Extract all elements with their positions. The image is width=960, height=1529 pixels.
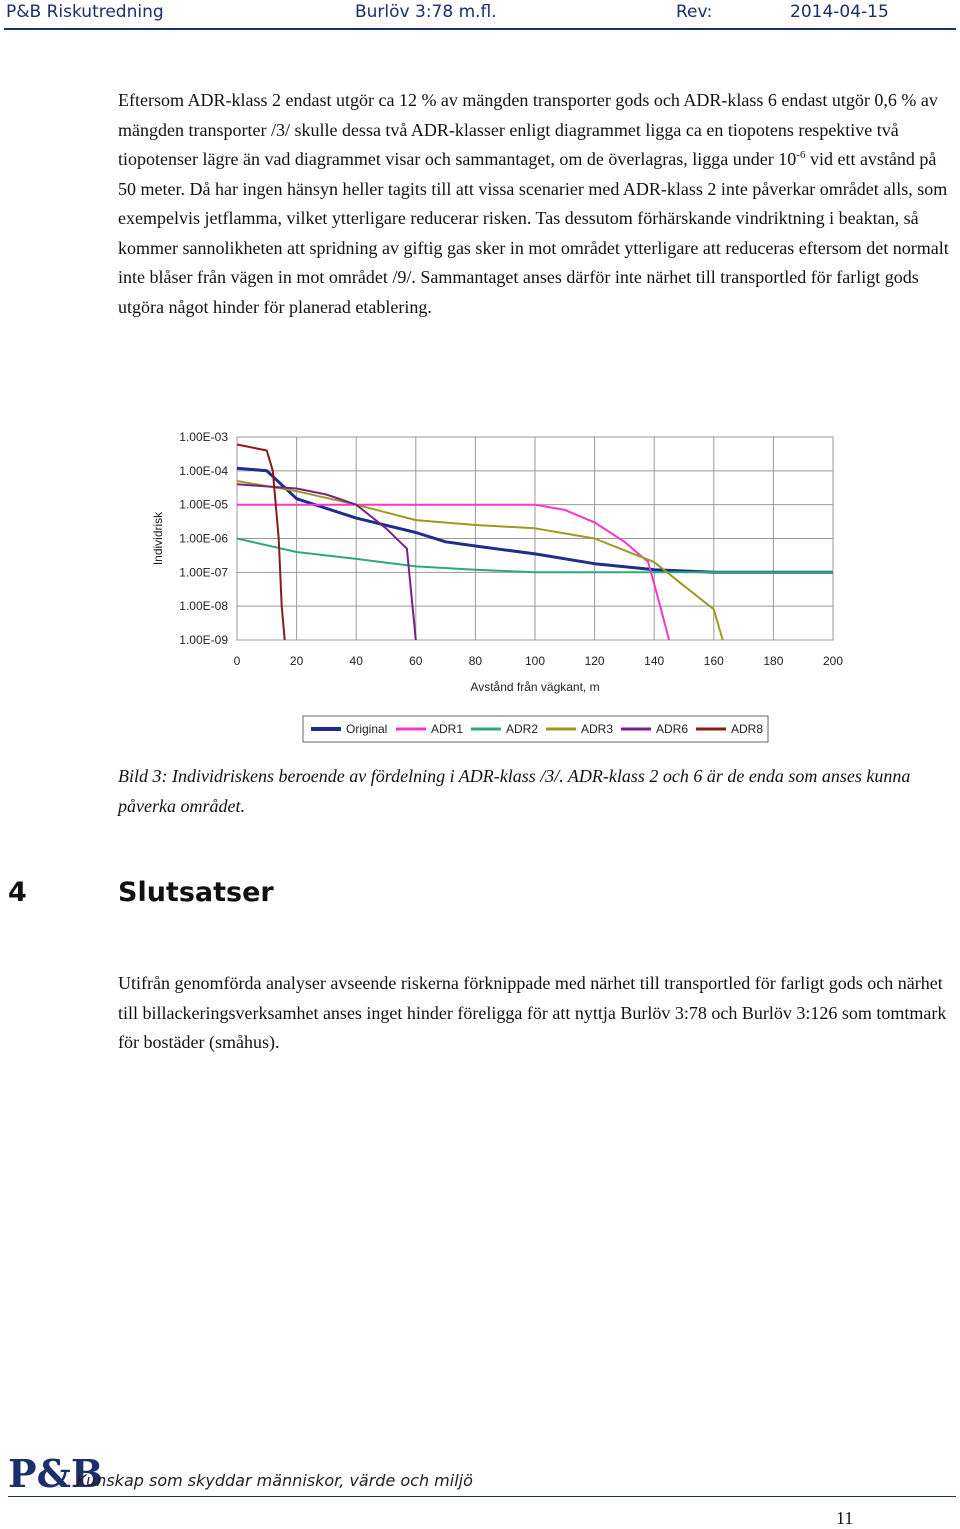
- paragraph-1-part-b: vid ett avstånd på 50 meter. Då har ingen hänsyn heller tagits till att vissa scenarier med ADR-klass 2 inte påverkar området alls, som exempelvis jetflamma, vilket ytterligare reducerar risken. Tas dessutom förhärskande vindriktning i beaktan, så kommer sannolikheten att spridning av giftig gas sker in mot området ytterligare att reduceras eftersom det normalt inte blåser från vägen in mot området /9/. Sammantaget anses därför inte närhet till transportled för farligt gods utgöra något hinder för planerad etablering.: [118, 149, 949, 317]
- logo-text: P&B: [8, 1451, 103, 1496]
- legend-label-adr8: ADR8: [731, 722, 764, 736]
- header-project: Burlöv 3:78 m.fl.: [355, 2, 497, 22]
- y-tick-label: 1.00E-04: [179, 463, 228, 478]
- paragraph-1-superscript: -6: [796, 149, 806, 161]
- legend-label-adr6: ADR6: [656, 722, 689, 736]
- y-axis-label: Individrisk: [151, 511, 165, 566]
- figure-caption: Bild 3: Individriskens beroende av fördelning i ADR-klass /3/. ADR-klass 2 och 6 är de enda som anses kunna påverka området.: [118, 766, 911, 816]
- x-tick-label: 100: [524, 654, 546, 668]
- x-tick-label: 80: [468, 654, 483, 668]
- legend-label-adr2: ADR2: [506, 722, 539, 736]
- header-company: P&B Riskutredning: [6, 2, 164, 22]
- header-date: 2014-04-15: [790, 2, 889, 22]
- section-title: Slutsatser: [118, 877, 274, 908]
- y-tick-label: 1.00E-08: [179, 599, 228, 614]
- pb-logo: [8, 1451, 103, 1496]
- y-tick-label: 1.00E-07: [179, 565, 228, 580]
- x-tick-label: 20: [289, 654, 304, 668]
- body-paragraph-1: [118, 86, 950, 322]
- header-divider: [4, 28, 956, 30]
- paragraph-1-part-a: Eftersom ADR-klass 2 endast utgör ca 12 % av mängden transporter gods och ADR-klass 6 endast utgör 0,6 % av mängden transporter /3/ skulle dessa två ADR-klasser enligt diagrammet ligga ca en tiopotens respektive två tiopotenser lägre än vad diagrammet visar och sammantaget, om de överlagras, ligga under 10: [118, 90, 938, 169]
- y-tick-label: 1.00E-09: [179, 633, 228, 647]
- y-tick-label: 1.00E-06: [179, 531, 228, 546]
- x-tick-label: 0: [233, 654, 241, 668]
- x-tick-label: 160: [703, 654, 724, 668]
- page-header: [0, 0, 960, 26]
- body-paragraph-2: Utifrån genomförda analyser avseende riskerna förknippade med närhet till transportled för farligt gods och närhet till billackeringsverksamhet anses inget hinder föreligga för att nyttja Burlöv 3:78 och Burlöv 3:126 som tomtmark för bostäder (småhus).: [118, 973, 947, 1052]
- x-tick-label: 120: [584, 654, 605, 668]
- footer-divider: [8, 1496, 956, 1497]
- x-tick-label: 40: [349, 654, 363, 668]
- x-axis-label: Avstånd från vägkant, m: [470, 680, 600, 694]
- x-tick-label: 180: [763, 654, 784, 668]
- x-tick-label: 200: [822, 654, 844, 668]
- x-tick-label: 60: [409, 654, 423, 668]
- footer-tagline: Kunskap som skyddar människor, värde och miljö: [76, 1471, 473, 1490]
- risk-chart: [140, 420, 844, 750]
- x-tick-label: 140: [644, 654, 665, 668]
- y-tick-label: 1.00E-05: [179, 497, 228, 512]
- legend-label-adr3: ADR3: [581, 722, 614, 736]
- y-tick-label: 1.00E-03: [179, 430, 228, 444]
- header-rev-label: Rev:: [676, 2, 713, 22]
- legend-label-original: Original: [346, 722, 388, 736]
- section-number: 4: [8, 877, 27, 908]
- legend-label-adr1: ADR1: [431, 722, 464, 736]
- page-number: 11: [836, 1508, 854, 1528]
